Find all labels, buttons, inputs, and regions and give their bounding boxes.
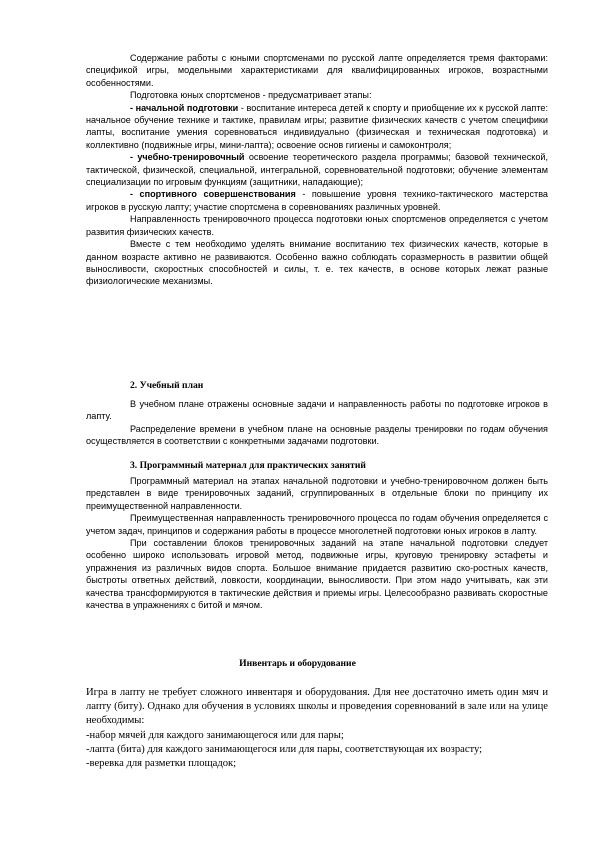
stage-perfection [86,188,548,213]
intro-paragraph: Содержание работы с юными спортсменами по русской лапте определяется тремя факторами: спецификой игры, модельными характеристиками для квалифицированных игроков, возрастными особенностями. [86,53,548,88]
program-paragraph-2: Преимущественная направленность тренировочного процесса по годам обучения определяется с учетом задач, принципов и содержания работы в процессе многолетней подготовки юных игроков в лапту. [86,513,548,536]
qualities-paragraph: Вместе с тем необходимо уделять внимание воспитанию тех физических качеств, которые в данном возрасте активно не развиваются. Особенно важно соблюдать соразмерность в развитии общей выносливости, скоростных способностей и силы, т. е. тех качеств, в основе которых лежат разные физиологические механизмы. [86,239,548,287]
section-3-heading: 3. Программный материал для практических занятий [130,460,366,471]
section-2-heading: 2. Учебный план [130,380,204,391]
section-2-body [86,398,548,448]
stage-training-term: - учебно-тренировочный [130,152,245,163]
stage-perfection-term: - спортивного совершенствования [130,189,296,200]
stage-perfection-text: - повышение уровня технико-тактического мастерства игроков в русскую лапту; участие спортсмена в соревнованиях различных уровней. [86,189,548,212]
inventory-heading: Инвентарь и оборудование [239,658,356,669]
stages-intro: Подготовка юных спортсменов - предусматривает этапы: [130,90,372,101]
inventory-body [86,686,548,771]
focus-paragraph: Направленность тренировочного процесса подготовки юных спортсменов определяется с учетом развития физических качеств. [86,214,548,237]
intro-section [86,52,548,288]
stage-initial-text: - воспитание интереса детей к спорту и приобщение их к русской лапте: начальное обучение технике и тактике, правилам игры; развитие физических качеств с учетом специфики лапты, воспитание умения соревноваться индивидуально (физическая и техническая подготовка) и коллективно (подвижные игры, мини-лапта); освоение основ гигиены и самоконтроля; [86,102,548,150]
plan-paragraph-2: Распределение времени в учебном плане на основные разделы тренировки по годам обучения осуществляется в соответствии с конкретными задачами подготовки. [86,423,548,447]
stage-initial-term: - начальной подготовки [130,102,239,113]
program-paragraph-1: Программный материал на этапах начальной подготовки и учебно-тренировочном должен быть представлен в виде тренировочных заданий, сгруппированных в отдельные блоки по принципу их преимущественной направленности. [86,476,548,511]
program-paragraph-3: При составлении блоков тренировочных заданий на этапе начальной подготовки следует особенно широко использовать игровой метод, подвижные игры, круговую тренировку эстафеты и упражнения из различных видов спорта. Большое внимание придается развитию ско-ростных качеств, быстроты ответных действий, ловкости, координации, выносливости. При этом надо учитывать, как эти качества трансформируются в тактические действия и приемы игры. Целесообразно развивать скоростные качества в упражнениях с битой и мячом. [86,538,548,611]
stage-training [86,151,548,188]
inventory-item: -набор мячей для каждого занимающегося или для пары; [86,729,344,741]
inventory-item: -лапта (бита) для каждого занимающегося или для пары, соответствующая их возрасту; [86,743,483,755]
stage-training-text: освоение теоретического раздела программы; базовой технической, тактической, физической, специальной, интегральной, соревновательной подготовки; обучение элементам специализации по игровым функциям (защитники, нападающие); [86,152,548,188]
plan-paragraph-1: В учебном плане отражены основные задачи и направленность работы по подготовке игроков в лапту. [86,399,548,422]
section-3-body [86,475,548,611]
inventory-paragraph: Игра в лапту не требует сложного инвентаря и оборудования. Для нее достаточно иметь один мяч и лапту (биту). Однако для обучения в условиях школы и проведения соревнований в зале или на улице необходимы: [86,687,548,727]
inventory-item: -веревка для разметки площадок; [86,758,237,770]
stage-initial [86,102,548,152]
